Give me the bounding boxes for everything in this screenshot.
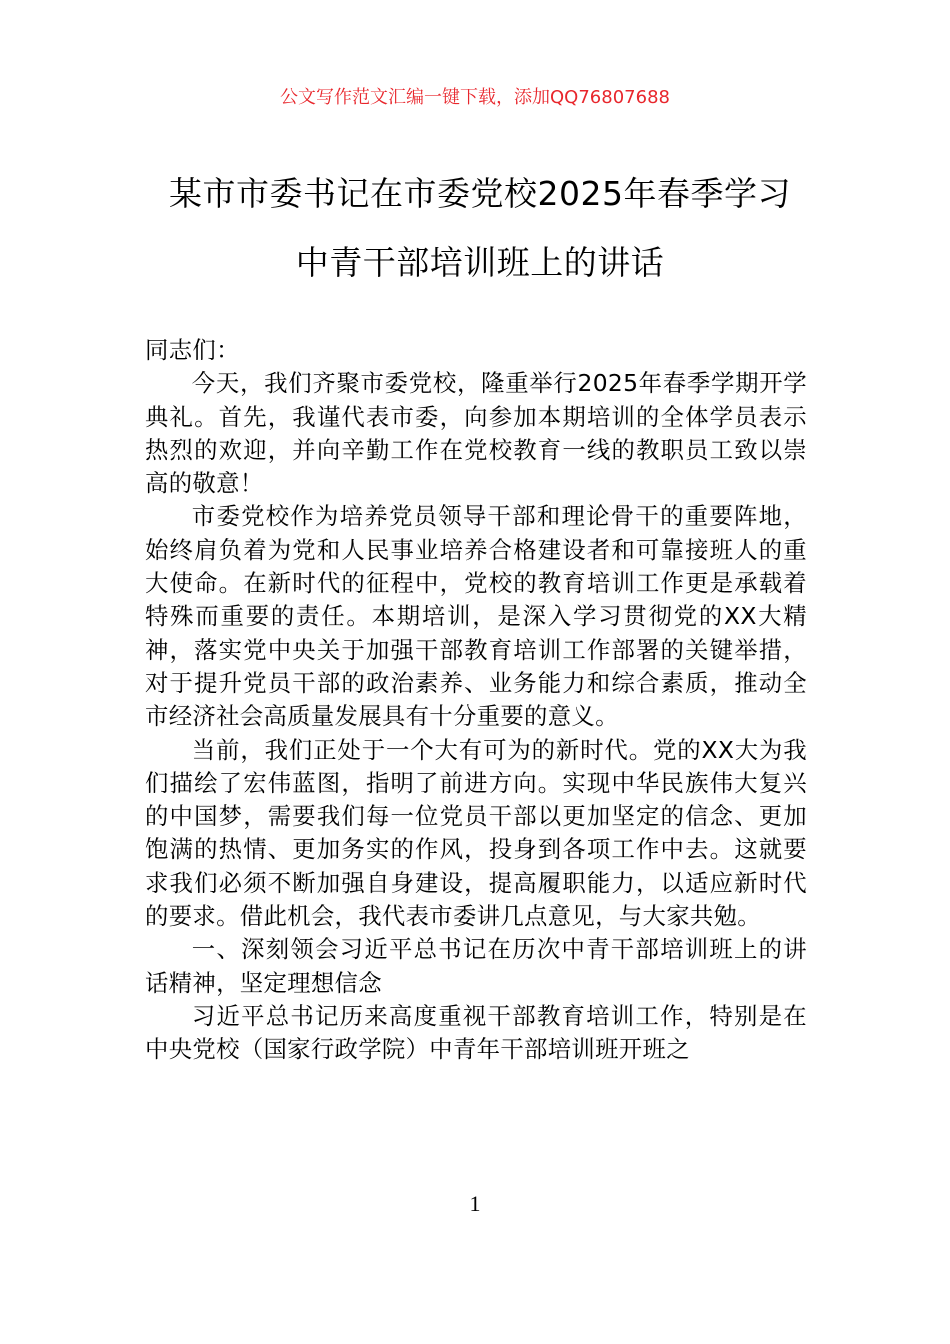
document-body <box>145 334 807 1067</box>
section-heading-1: 一、深刻领会习近平总书记在历次中青干部培训班上的讲话精神，坚定理想信念 <box>145 935 807 997</box>
paragraph-opening: 今天，我们齐聚市委党校，隆重举行2025年春季学期开学典礼。首先，我谨代表市委，向参加本期培训的全体学员表示热烈的欢迎，并向辛勤工作在党校教育一线的教职员工致以崇高的敬意！ <box>145 369 807 498</box>
paragraph-section-1: 习近平总书记历来高度重视干部教育培训工作，特别是在中央党校（国家行政学院）中青年干部培训班开班之 <box>145 1001 807 1064</box>
document-title-line-2: 中青干部培训班上的讲话 <box>295 243 665 282</box>
promo-banner-text: 公文写作范文汇编一键下载，添加QQ76807688 <box>280 87 670 108</box>
paragraph-party-school-role: 市委党校作为培养党员领导干部和理论骨干的重要阵地，始终肩负着为党和人民事业培养合格建设者和可靠接班人的重大使命。在新时代的征程中，党校的教育培训工作更是承载着特殊而重要的责任。本期培训，是深入学习贯彻党的XX大精神，落实党中央关于加强干部教育培训工作部署的关键举措，对于提升党员干部的政治素养、业务能力和综合素质，推动全市经济社会高质量发展具有十分重要的意义。 <box>145 502 807 731</box>
document-title-line-1: 某市市委书记在市委党校2025年春季学习 <box>169 174 791 213</box>
paragraph-new-era: 当前，我们正处于一个大有可为的新时代。党的XX大为我们描绘了宏伟蓝图，指明了前进方向。实现中华民族伟大复兴的中国梦，需要我们每一位党员干部以更加坚定的信念、更加饱满的热情、更加务实的作风，投身到各项工作中去。这就要求我们必须不断加强自身建设，提高履职能力，以适应新时代的要求。借此机会，我代表市委讲几点意见，与大家共勉。 <box>145 735 807 931</box>
salutation: 同志们： <box>145 336 240 364</box>
page-number: 1 <box>469 1191 481 1216</box>
